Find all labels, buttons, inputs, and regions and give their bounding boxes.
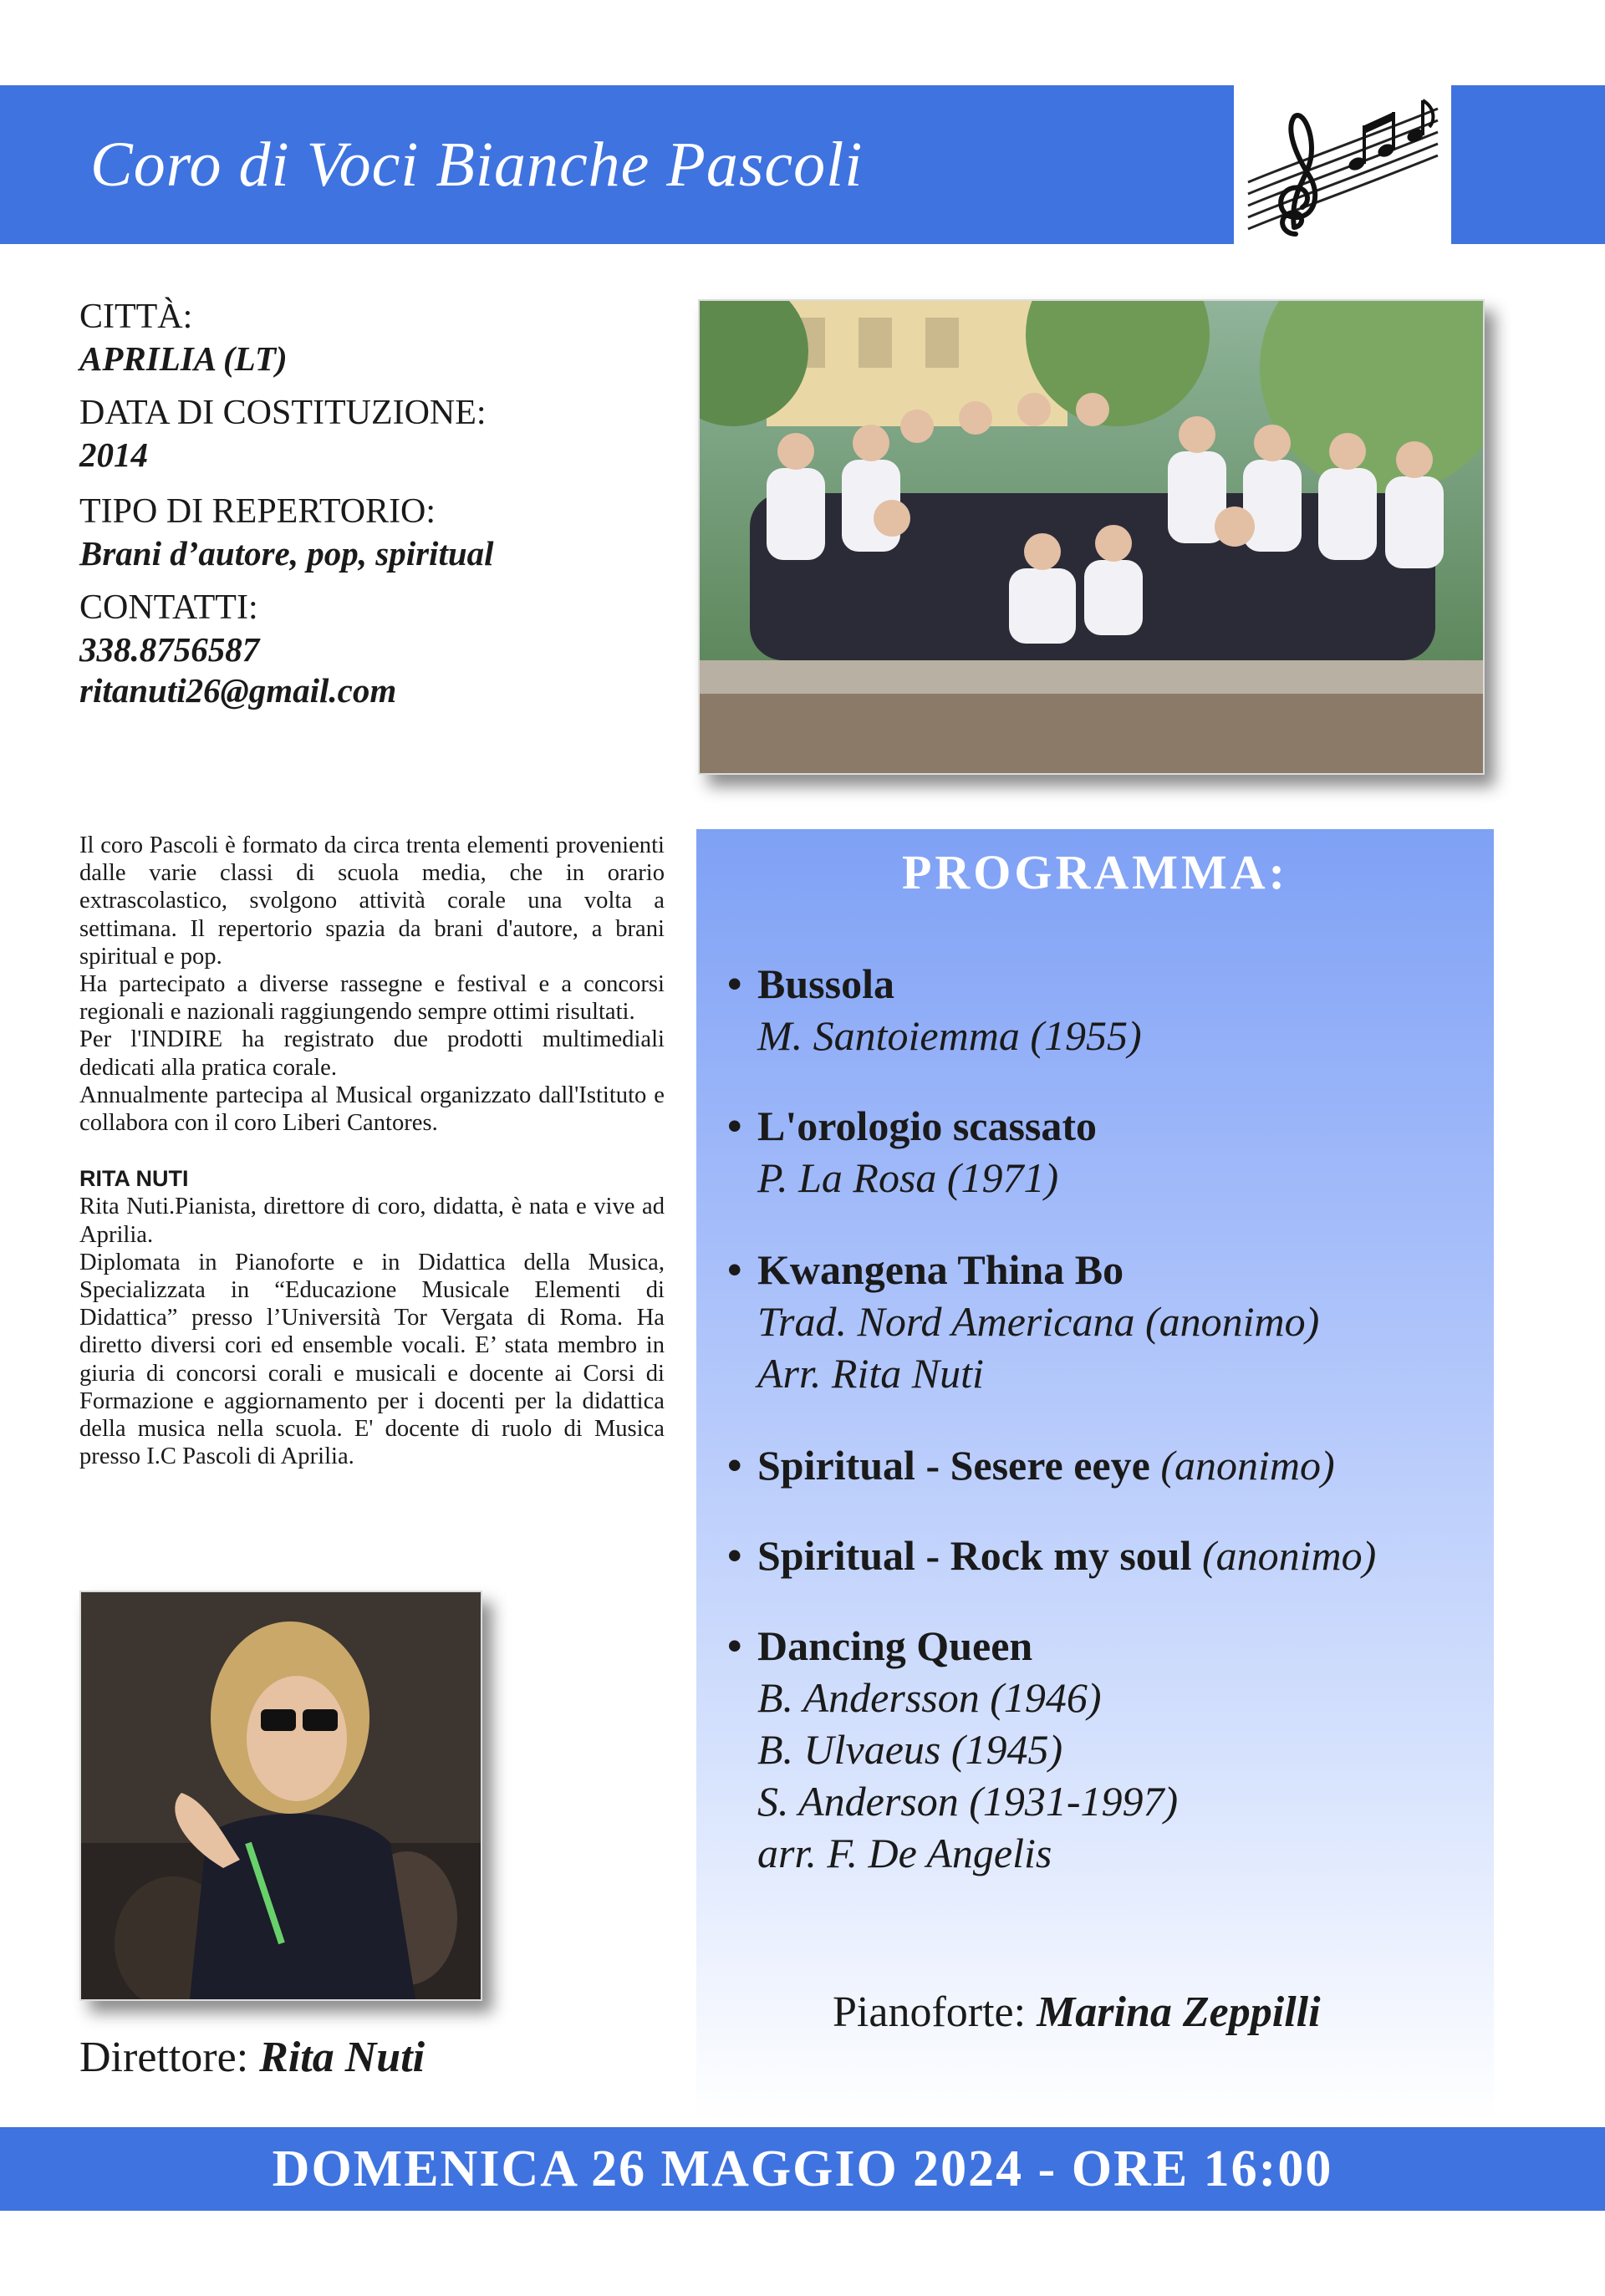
bio-paragraph: Il coro Pascoli è formato da circa trenta elementi provenienti dalle varie classi di scuola media, che in orario extrascolastico, svolgono attività corale una volta a settimana. Il repertorio spazia da brani d'autore, a brani spiritual e pop. (79, 832, 665, 970)
piece-credit: arr. F. De Angelis (757, 1830, 1052, 1876)
program-item (727, 1100, 1488, 1204)
director-name: Rita Nuti (259, 2034, 425, 2081)
piece-title: Dancing Queen (757, 1622, 1033, 1669)
piece-note: (anonimo) (1202, 1532, 1377, 1579)
program-item (727, 1244, 1488, 1399)
piece-title: Kwangena Thina Bo (757, 1246, 1124, 1293)
choir-photo (698, 299, 1485, 775)
bio-paragraph: Diplomata in Pianoforte e in Didattica della Musica, Specializzata in “Educazione Musicale Elementi di Didattica” presso l’Università Tor Vergata di Roma. Ha diretto diversi cori ed ensemble vocali. E’ stata membro in giuria di concorsi corali e musicali e docente ai Corsi di Formazione e aggiornamento per i docenti per la didattica della musica nella scuola. E' docente di ruolo di Musica presso I.C Pascoli di Aprilia. (79, 1249, 665, 1470)
piece-credit: M. Santoiemma (1955) (757, 1012, 1142, 1059)
bullet-icon: • (727, 1102, 742, 1149)
bio-paragraph: Rita Nuti.Pianista, direttore di coro, didatta, è nata e vive ad Aprilia. (79, 1194, 665, 1248)
founded-label: DATA DI COSTITUZIONE: (79, 394, 487, 432)
bio-paragraph: Per l'INDIRE ha registrato due prodotti multimediali dedicati alla pratica corale. (79, 1026, 665, 1081)
bio-paragraph: Ha partecipato a diverse rassegne e festival e a concorsi regionali e nazionali raggiungendo sempre ottimi risultati. (79, 971, 665, 1026)
bullet-icon: • (727, 1532, 742, 1579)
director-photo (79, 1591, 482, 2001)
bio-paragraph: Annualmente partecipa al Musical organizzato dall'Istituto e collabora con il coro Liberi Cantores. (79, 1082, 665, 1137)
piece-credit: S. Anderson (1931-1997) (757, 1778, 1179, 1825)
piece-credit: B. Ulvaeus (1945) (757, 1726, 1063, 1773)
page-title: Coro di Voci Bianche Pascoli (90, 130, 864, 200)
repertoire-label: TIPO DI REPERTORIO: (79, 492, 436, 531)
bullet-icon: • (727, 1442, 742, 1489)
bullet-icon: • (727, 960, 742, 1007)
program-item (727, 958, 1488, 1061)
piece-credit: P. La Rosa (1971) (757, 1154, 1059, 1201)
bullet-icon: • (727, 1622, 742, 1669)
bullet-icon: • (727, 1246, 742, 1293)
piano-name: Marina Zeppilli (1037, 1988, 1321, 2036)
director-credit (79, 2033, 425, 2082)
piece-credit: B. Andersson (1946) (757, 1674, 1102, 1721)
piece-title: Spiritual - Rock my soul (757, 1532, 1192, 1579)
piece-credit: Trad. Nord Americana (anonimo) (757, 1298, 1320, 1345)
bio-text (79, 832, 665, 1470)
piece-title: L'orologio scassato (757, 1102, 1098, 1149)
city-value: APRILIA (LT) (79, 339, 288, 378)
director-heading: RITA NUTI (79, 1166, 189, 1192)
piece-note: (anonimo) (1160, 1442, 1335, 1489)
piano-credit (833, 1988, 1321, 2037)
header-band-right (1451, 85, 1605, 244)
piano-label: Pianoforte: (833, 1988, 1027, 2036)
email-value: ritanuti26@gmail.com (79, 671, 397, 710)
program-item (727, 1439, 1488, 1491)
repertoire-value: Brani d’autore, pop, spiritual (79, 534, 494, 573)
phone-value: 338.8756587 (79, 630, 260, 669)
piece-credit: Arr. Rita Nuti (757, 1350, 984, 1397)
music-notes-icon (1244, 84, 1443, 244)
contacts-label: CONTATTI: (79, 588, 258, 627)
program-title: PROGRAMMA: (901, 845, 1288, 899)
program-item (727, 1620, 1488, 1879)
city-label: CITTÀ: (79, 298, 193, 336)
program-item (727, 1530, 1488, 1581)
piece-title: Bussola (757, 960, 894, 1007)
founded-value: 2014 (79, 435, 148, 474)
event-date: DOMENICA 26 MAGGIO 2024 - ORE 16:00 (272, 2141, 1333, 2197)
director-label: Direttore: (79, 2034, 249, 2081)
piece-title: Spiritual - Sesere eeye (757, 1442, 1150, 1489)
